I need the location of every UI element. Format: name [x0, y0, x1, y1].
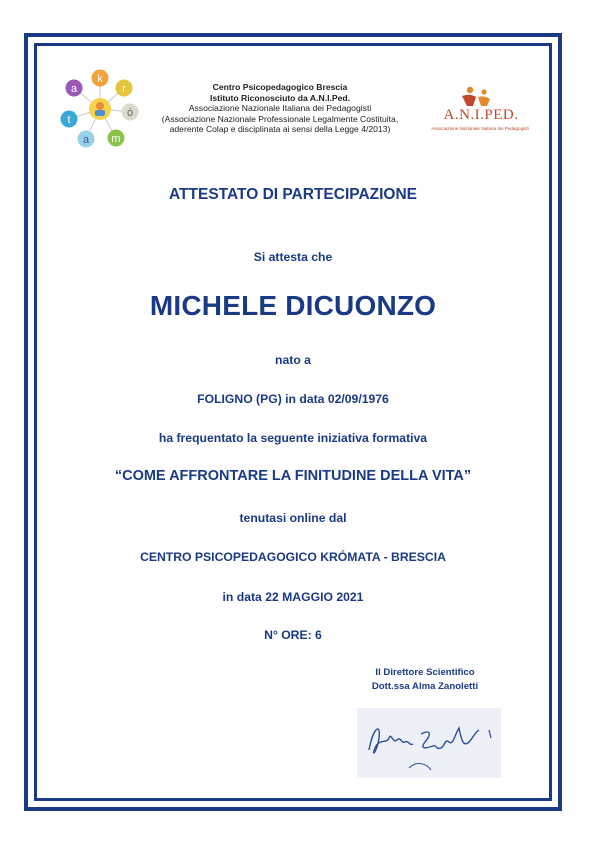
logo-letter: a	[82, 134, 90, 146]
course-title: “COME AFFRONTARE LA FINITUDINE DELLA VITA”	[114, 468, 472, 484]
event-date: in data 22 MAGGIO 2021	[222, 590, 364, 604]
logo-letter: r	[122, 83, 126, 95]
organizer-name: CENTRO PSICOPEDAGOGICO KRÓMATA - BRESCIA	[140, 550, 446, 564]
signatory-name: Dott.ssa Alma Zanoletti	[371, 680, 479, 692]
recipient-name: MICHELE DICUONZO	[149, 290, 437, 321]
aniped-logo-name: A.N.I.PED.	[443, 107, 519, 123]
header-line-5: aderente Colap e disciplinata ai sensi della Legge 4/2013)	[169, 124, 391, 135]
aniped-logo-subtitle: Associazione Nazionale Italiana dei Pedagogisti	[431, 126, 529, 131]
course-hours: N° ORE: 6	[264, 628, 322, 642]
header-line-2: Istituto Riconosciuto da A.N.I.Ped.	[209, 92, 351, 103]
header-line-3: Associazione Nazionale Italiana dei Pedagogisti	[188, 103, 372, 114]
logo-letter: m	[111, 133, 121, 145]
kromata-logo	[58, 68, 142, 150]
attended-text: ha frequentato la seguente iniziativa formativa	[158, 431, 428, 445]
logo-letter: ó	[126, 107, 134, 119]
handwritten-signature	[357, 708, 501, 778]
institution-header	[140, 82, 420, 135]
signatory-block	[355, 666, 495, 693]
certificate-intro: Si attesta che	[253, 250, 333, 264]
signatory-role: Il Direttore Scientifico	[375, 667, 475, 678]
logo-letter: a	[70, 83, 78, 95]
born-label: nato a	[275, 353, 311, 367]
logo-letter: t	[67, 114, 71, 126]
header-line-1: Centro Psicopedagogico Brescia	[212, 82, 348, 92]
birth-info: FOLIGNO (PG) in data 02/09/1976	[197, 392, 389, 406]
logo-letter: k	[97, 73, 103, 85]
held-text: tenutasi online dal	[239, 511, 347, 525]
header-line-4: (Associazione Nazionale Professionale Legalmente Costituita,	[161, 113, 399, 124]
certificate-title: ATTESTATO DI PARTECIPAZIONE	[169, 186, 417, 203]
